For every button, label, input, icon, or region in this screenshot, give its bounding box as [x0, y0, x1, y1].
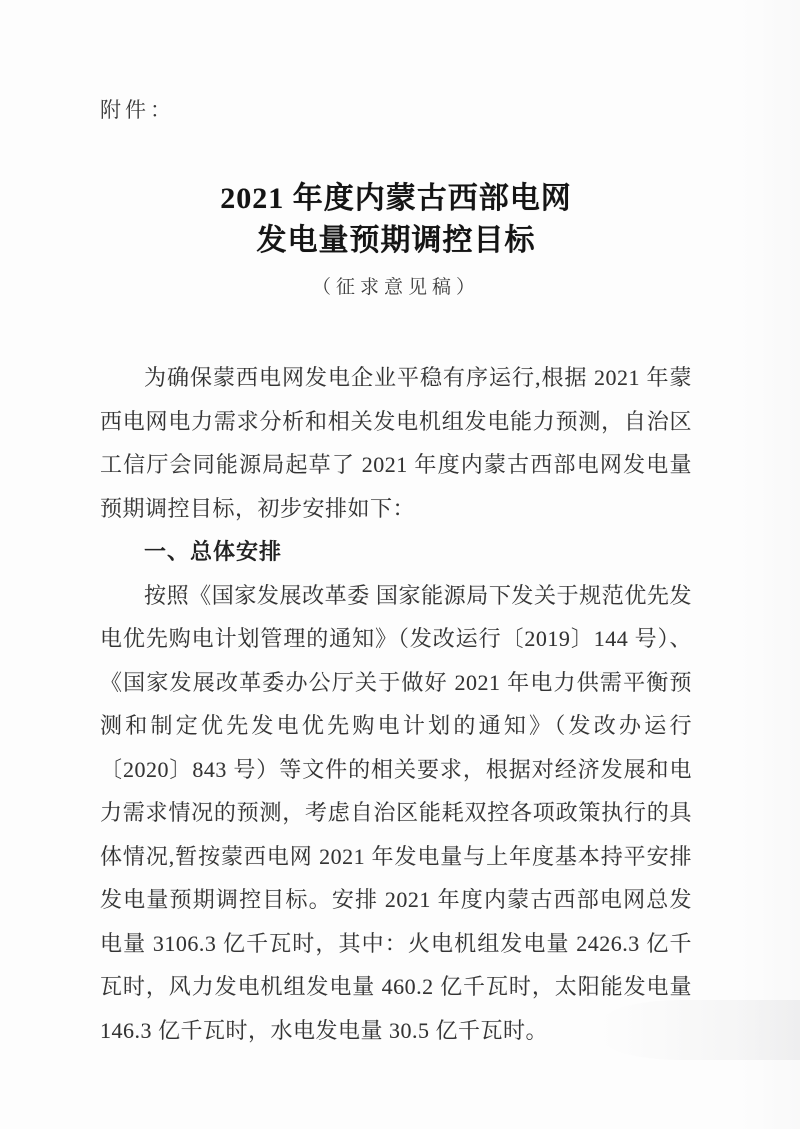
- document-title: [100, 178, 692, 262]
- section-1-heading: 一、总体安排: [144, 539, 283, 564]
- section-1-body-paragraph: 按照《国家发展改革委 国家能源局下发关于规范优先发电优先购电计划管理的通知》（发改运行〔2019〕144 号）、《国家发展改革委办公厅关于做好 2021 年电力供需平衡预测和制定优先发电优先购电计划的通知》（发改办运行〔2020〕843 号）等文件的相关要求，根据对经济发展和电力需求情况的预测，考虑自治区能耗双控各项政策执行的具体情况,暂按蒙西电网 2021 年发电量与上年度基本持平安排发电量预期调控目标。安排 2021 年度内蒙古西部电网总发电量 3106.3 亿千瓦时，其中：火电机组发电量 2426.3 亿千瓦时，风力发电机组发电量 460.2 亿千瓦时，太阳能发电量 146.3 亿千瓦时，水电发电量 30.5 亿千瓦时。: [100, 582, 692, 1043]
- document-title-line-1: 2021 年度内蒙古西部电网: [220, 182, 572, 215]
- document-subtitle: （征求意见稿）: [311, 277, 480, 298]
- scan-artifact-right-edge: [740, 0, 800, 1129]
- intro-paragraph: 为确保蒙西电网发电企业平稳有序运行,根据 2021 年蒙西电网电力需求分析和相关发电机组发电能力预测，自治区工信厅会同能源局起草了 2021 年度内蒙古西部电网发电量预期调控目标，初步安排如下：: [100, 365, 692, 521]
- attachment-label: 附件：: [100, 98, 175, 122]
- document-title-line-2: 发电量预期调控目标: [256, 224, 536, 257]
